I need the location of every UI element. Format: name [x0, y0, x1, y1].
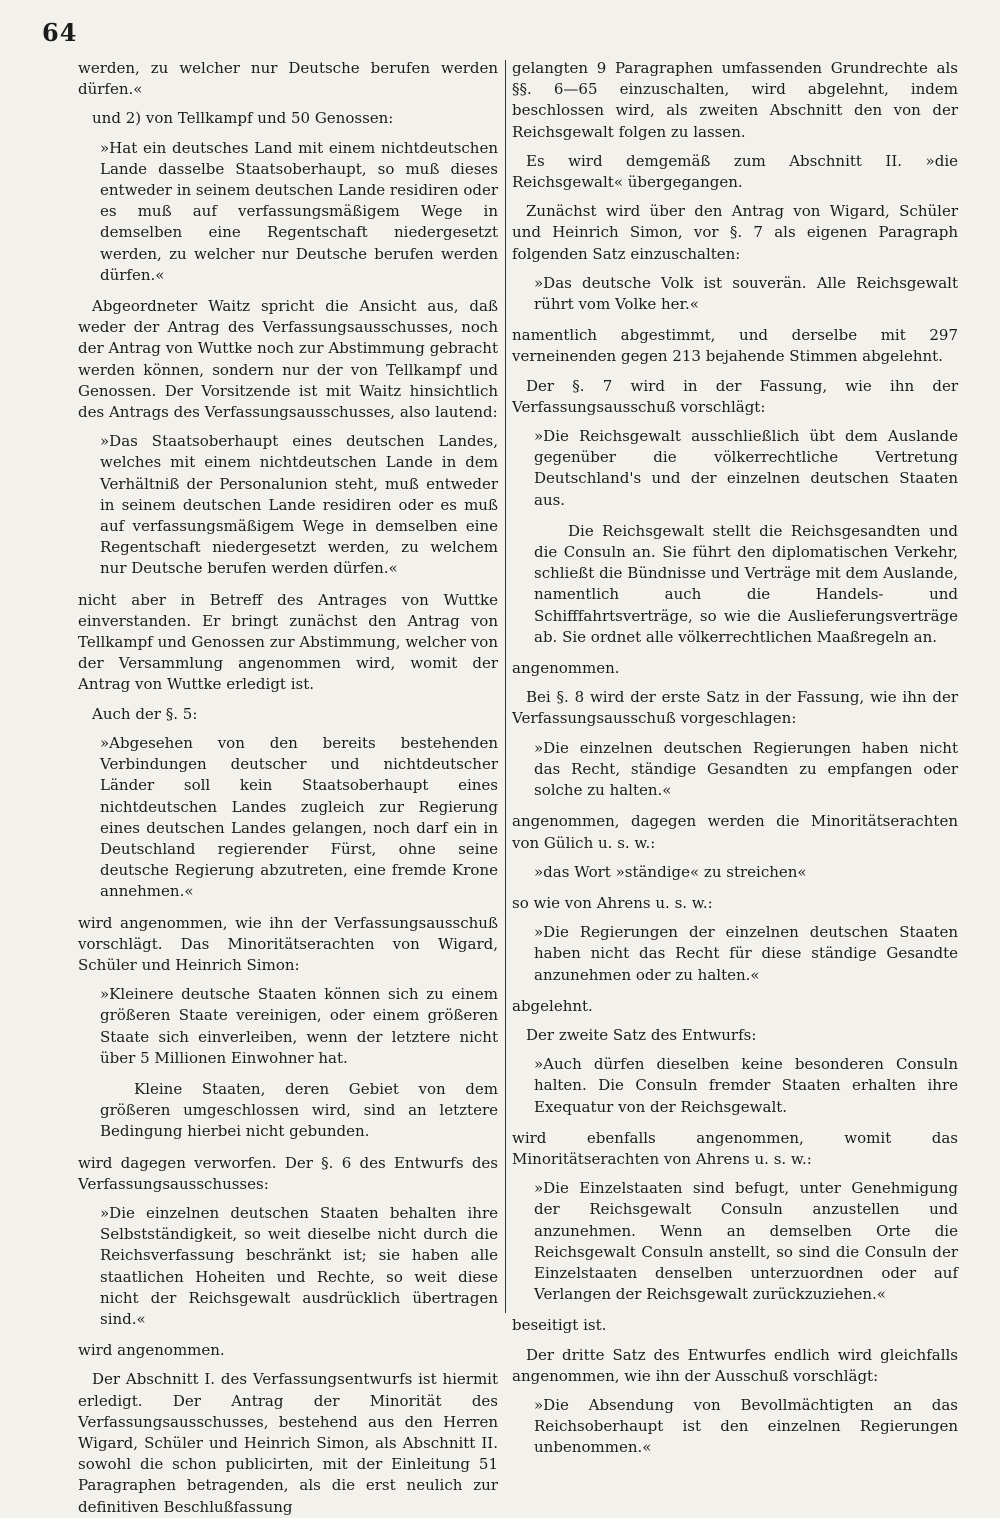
paragraph: angenommen. [512, 659, 620, 678]
quoted-motion: »Die Absendung von Bevollmächtigten an das Reichsoberhaupt ist den einzelnen Regierungen unbenommen.« [534, 1395, 958, 1457]
paragraph: Der §. 7 wird in der Fassung, wie ihn der Verfassungsausschuß vorschlägt: [512, 376, 958, 416]
quoted-motion: »Die einzelnen deutschen Regierungen haben nicht das Recht, ständige Gesandten zu empfangen oder solche zu halten.« [534, 738, 958, 800]
paragraph: wird angenommen. [78, 1341, 225, 1360]
quoted-motion: »Die Reichsgewalt ausschließlich übt dem Auslande gegenüber die völkerrechtliche Vertretung Deutschland's und der einzelnen deutschen Staaten aus. [534, 427, 958, 509]
paragraph: so wie von Ahrens u. s. w.: [512, 893, 713, 912]
page-number: 64 [42, 18, 78, 47]
paragraph: beseitigt ist. [512, 1316, 607, 1335]
quoted-motion: »Das deutsche Volk ist souverän. Alle Reichsgewalt rührt vom Volke her.« [534, 273, 958, 314]
paragraph: wird ebenfalls angenommen, womit das Minoritätserachten von Ahrens u. s. w.: [512, 1128, 958, 1168]
paragraph: wird dagegen verworfen. Der §. 6 des Entwurfs des Verfassungsausschusses: [78, 1153, 498, 1193]
paragraph: Bei §. 8 wird der erste Satz in der Fassung, wie ihn der Verfassungsausschuß vorgeschlagen: [512, 688, 958, 728]
left-column [78, 58, 498, 1516]
quoted-motion: »Das Staatsoberhaupt eines deutschen Landes, welches mit einem nichtdeutschen Lande in dem Verhältniß der Personalunion steht, muß entweder in seinem deutschen Lande residiren oder es muß auf verfassungsmäßigem Wege in demselben eine Regentschaft niedergesetzt werden, zu welchem nur Deutsche berufen werden dürfen.« [100, 432, 498, 578]
paragraph: Abgeordneter Waitz spricht die Ansicht aus, daß weder der Antrag des Verfassungsausschusses, noch der Antrag von Wuttke noch zur Abstimmung gebracht werden können, sondern nur der von Tellkampf und Genossen. Der Vorsitzende ist mit Waitz hinsichtlich des Antrags des Verfassungsausschusses, also lautend: [78, 297, 498, 422]
paragraph: und 2) von Tellkampf und 50 Genossen: [92, 109, 394, 128]
paragraph: nicht aber in Betreff des Antrages von Wuttke einverstanden. Er bringt zunächst den Antrag von Tellkampf und Genossen zur Abstimmung, welcher von der Versammlung angenommen wird, womit der Antrag von Wuttke erledigt ist. [78, 590, 498, 694]
paragraph: Zunächst wird über den Antrag von Wigard, Schüler und Heinrich Simon, vor §. 7 als eigenen Paragraph folgenden Satz einzuschalten: [512, 202, 958, 263]
quoted-motion: »Die einzelnen deutschen Staaten behalten ihre Selbstständigkeit, so weit dieselbe nicht durch die Reichsverfassung beschränkt ist; sie haben alle staatlichen Hoheiten und Rechte, so weit diese nicht der Reichsgewalt ausdrücklich übertragen sind.« [100, 1203, 498, 1328]
quoted-motion: Die Reichsgewalt stellt die Reichsgesandten und die Consuln an. Sie führt den diplomatischen Verkehr, schließt die Bündnisse und Verträge mit dem Auslande, namentlich auch die Handels- und Schifffahrtsverträge, so wie die Auslieferungsverträge ab. Sie ordnet alle völkerrechtlichen Maaßregeln an. [534, 521, 958, 646]
paragraph: Auch der §. 5: [92, 704, 198, 723]
quoted-motion: »Die Regierungen der einzelnen deutschen Staaten haben nicht das Recht für diese ständige Gesandte anzunehmen oder zu halten.« [534, 923, 958, 984]
paragraph: angenommen, dagegen werden die Minoritätserachten von Gülich u. s. w.: [512, 812, 958, 852]
quoted-motion: Kleine Staaten, deren Gebiet von dem größeren umgeschlossen wird, sind an letztere Bedingung hierbei nicht gebunden. [100, 1079, 498, 1141]
paragraph: namentlich abgestimmt, und derselbe mit 297 verneinenden gegen 213 bejahende Stimmen abgelehnt. [512, 326, 958, 366]
quoted-motion: »Abgesehen von den bereits bestehenden Verbindungen deutscher und nichtdeutscher Länder soll kein Staatsoberhaupt eines nichtdeutschen Landes zugleich zur Regierung eines deutschen Landes gelangen, noch darf ein in Deutschland regierender Fürst, ohne seine deutsche Regierung abzutreten, eine fremde Krone annehmen.« [100, 733, 498, 901]
column-divider [505, 60, 506, 1313]
quoted-motion: »Die Einzelstaaten sind befugt, unter Genehmigung der Reichsgewalt Consuln anzustellen und anzunehmen. Wenn an demselben Orte die Reichsgewalt Consuln anstellt, so sind die Consuln der Einzelstaaten denselben unterzuordnen oder auf Verlangen der Reichsgewalt zurückzuziehen.« [534, 1179, 958, 1304]
quoted-motion: »Auch dürfen dieselben keine besonderen Consuln halten. Die Consuln fremder Staaten erhalten ihre Exequatur von der Reichsgewalt. [534, 1055, 958, 1116]
quoted-motion: »Kleinere deutsche Staaten können sich zu einem größeren Staate vereinigen, oder einem größeren Staate sich einverleiben, wenn der letztere nicht über 5 Millionen Einwohner hat. [100, 985, 498, 1067]
paragraph: Es wird demgemäß zum Abschnitt II. »die Reichsgewalt« übergegangen. [512, 151, 958, 192]
paragraph: wird angenommen, wie ihn der Verfassungsausschuß vorschlägt. Das Minoritätserachten von Wigard, Schüler und Heinrich Simon: [78, 913, 498, 974]
paragraph: Der Abschnitt I. des Verfassungsentwurfs ist hiermit erledigt. Der Antrag der Minorität des Verfassungsausschusses, bestehend aus den Herren Wigard, Schüler und Heinrich Simon, als Abschnitt II. sowohl die schon publicirten, mit der Einleitung 51 Paragraphen betragenden, als die erst neulich zur definitiven Beschlußfassung [78, 1370, 498, 1516]
right-column [512, 58, 958, 1457]
paragraph: Der zweite Satz des Entwurfs: [526, 1025, 757, 1044]
paragraph: gelangten 9 Paragraphen umfassenden Grundrechte als §§. 6—65 einzuschalten, wird abgelehnt, indem beschlossen wird, als zweiten Abschnitt den von der Reichsgewalt folgen zu lassen. [512, 59, 958, 141]
quoted-motion: »Hat ein deutsches Land mit einem nichtdeutschen Lande dasselbe Staatsoberhaupt, so muß dieses entweder in seinem deutschen Lande residiren oder es muß auf verfassungsmäßigem Wege in demselben eine Regentschaft niedergesetzt werden, zu welcher nur Deutsche berufen werden dürfen.« [100, 138, 498, 284]
quoted-motion: »das Wort »ständige« zu streichen« [534, 862, 807, 881]
paragraph: werden, zu welcher nur Deutsche berufen werden dürfen.« [78, 59, 498, 99]
paragraph: Der dritte Satz des Entwurfes endlich wird gleichfalls angenommen, wie ihn der Ausschuß vorschlägt: [512, 1345, 958, 1385]
paragraph: abgelehnt. [512, 996, 593, 1015]
